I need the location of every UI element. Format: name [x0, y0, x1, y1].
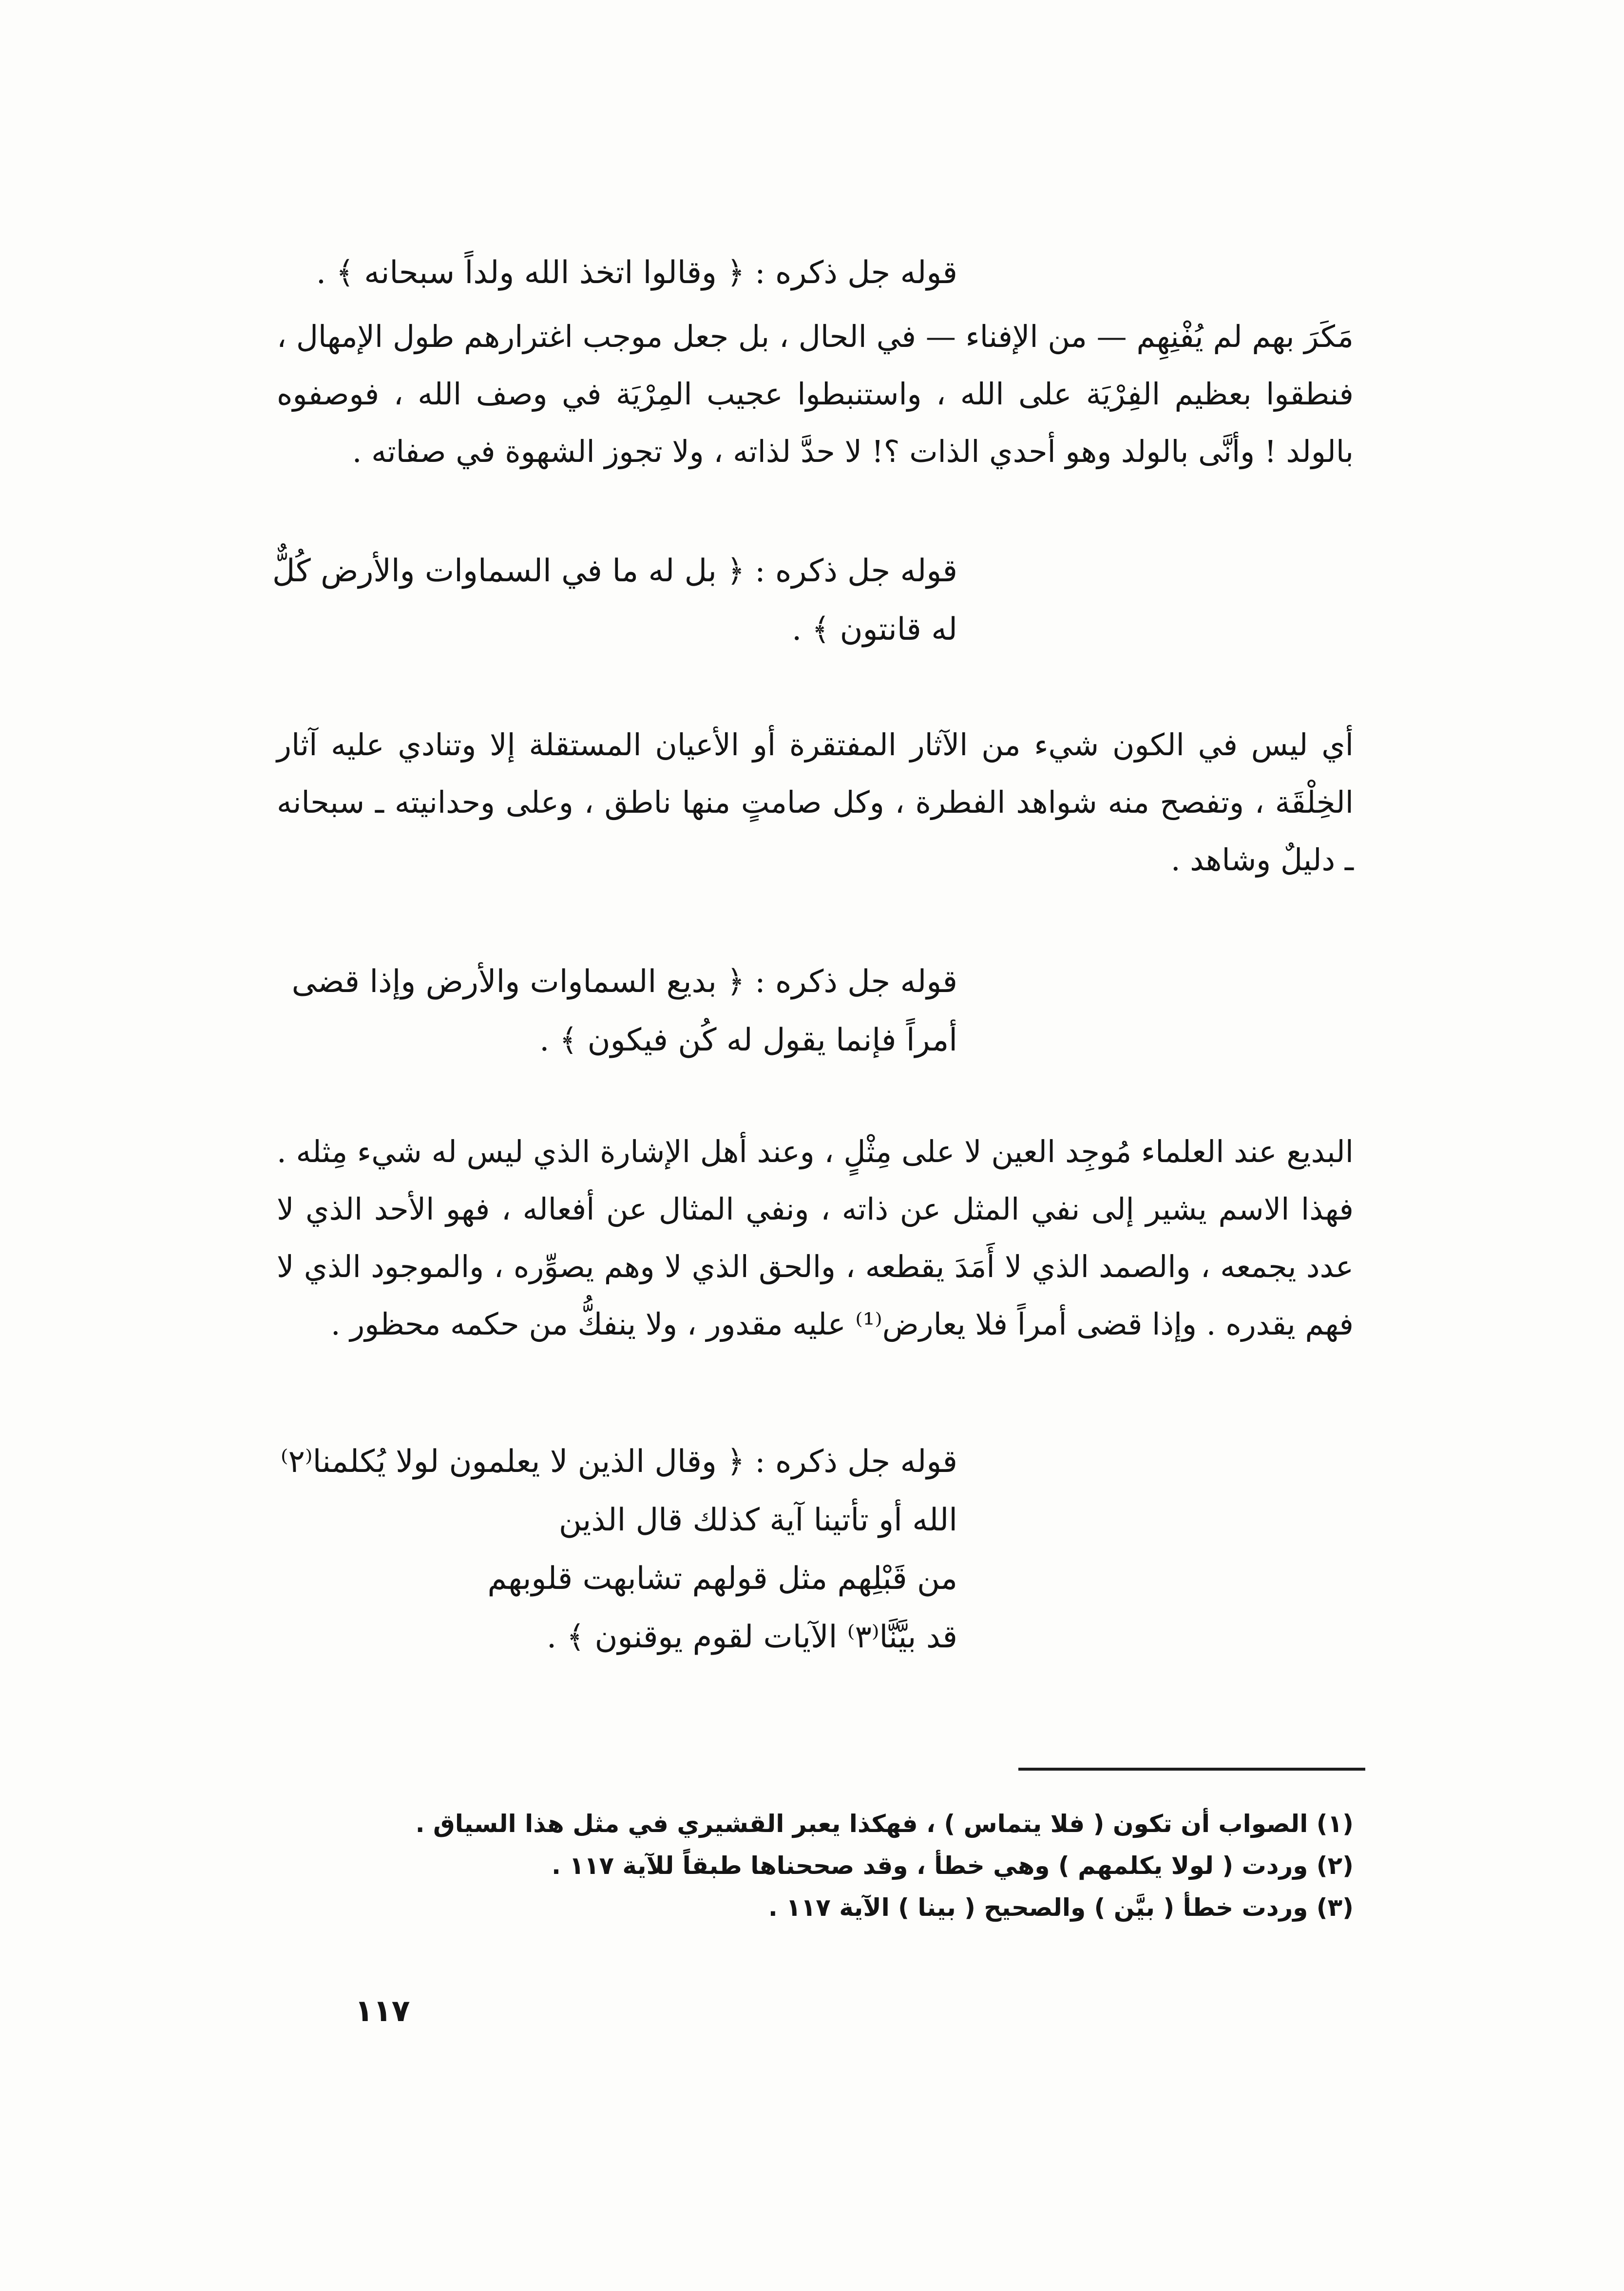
footnote-1: (١) الصواب أن تكون ( فلا يتماس ) ، فهكذا يعبر القشيري في مثل هذا السياق . — [415, 1810, 1354, 1838]
commentary-paragraph-1-text: مَكَرَ بهم لم يُفْنِهِم — من الإفناء — في الحال ، بل جعل موجب اغترارهم طول الإمهال ، فنطقوا بعظيم الفِرْيَة على الله ، واستنبطوا عجيب المِرْيَة في وصف الله ، فوصفوه بالولد ! وأنَّى بالولد وهو أحدي الذات ؟! لا حدَّ لذاته ، ولا تجوز الشهوة في صفاته . — [277, 319, 1354, 469]
footnotes — [233, 1803, 1354, 1928]
page-number: ١١٧ — [355, 1993, 410, 2028]
commentary-paragraph-2-text: أي ليس في الكون شيء من الآثار المفتقرة أو الأعيان المستقلة إلا وتنادي عليه آثار الخِلْقَة ، وتفصح منه شواهد الفطرة ، وكل صامتٍ منها ناطق ، وعلى وحدانيته ـ سبحانه ـ دليلٌ وشاهد . — [277, 727, 1354, 878]
commentary-paragraph-3-text: البديع عند العلماء مُوجِد العين لا على مِثْلٍ ، وعند أهل الإشارة الذي ليس له شيء مِثله . فهذا الاسم يشير إلى نفي المثل عن ذاته ، ونفي المثال عن أفعاله ، فهو الأحد الذي لا عدد يجمعه ، والصمد الذي لا أَمَدَ يقطعه ، والحق الذي لا وهم يصوِّره ، والموجود الذي لا فهم يقدره . وإذا قضى أمراً فلا يعارض⁽¹⁾ عليه مقدور ، ولا ينفكُّ من حكمه محظور . — [277, 1134, 1354, 1342]
verse-heading-4-line-2: الله أو تأتينا آية كذلك قال الذين — [558, 1502, 957, 1538]
commentary-paragraph-1 — [277, 308, 1354, 480]
footnote-3: (٣) وردت خطأ ( بيَّن ) والصحيح ( بينا ) الآية ١١٧ . — [768, 1893, 1354, 1922]
footnote-2: (٢) وردت ( لولا يكلمهم ) وهي خطأ ، وقد صححناها طبقاً للآية ١١٧ . — [552, 1852, 1354, 1880]
verse-heading-3-line-2: أمراً فإنما يقول له كُن فيكون ﴾ . — [539, 1022, 957, 1058]
verse-heading-1-text: قوله جل ذكره : ﴿ وقالوا اتخذ الله ولداً سبحانه ﴾ . — [316, 255, 957, 291]
verse-heading-4-line-1: قوله جل ذكره : ﴿ وقال الذين لا يعلمون لولا يُكلمنا⁽٢⁾ — [280, 1444, 957, 1480]
footnote-separator — [1018, 1768, 1365, 1771]
verse-heading-2 — [266, 542, 957, 659]
verse-heading-4-line-4: قد بيَّنَّا⁽٣⁾ الآيات لقوم يوقنون ﴾ . — [546, 1619, 957, 1655]
verse-heading-2-line-1: قوله جل ذكره : ﴿ بل له ما في السماوات والأرض كُلٌّ — [272, 553, 957, 589]
commentary-paragraph-3 — [277, 1123, 1354, 1353]
verse-heading-3-line-1: قوله جل ذكره : ﴿ بديع السماوات والأرض وإذا قضى — [291, 964, 957, 1000]
verse-heading-4 — [275, 1432, 957, 1666]
verse-heading-2-line-2: له قانتون ﴾ . — [792, 611, 957, 648]
commentary-paragraph-2 — [277, 716, 1354, 889]
verse-heading-4-line-3: من قَبْلِهم مثل قولهم تشابهت قلوبهم — [487, 1561, 957, 1597]
verse-heading-1 — [275, 244, 957, 302]
verse-heading-3 — [275, 953, 957, 1069]
